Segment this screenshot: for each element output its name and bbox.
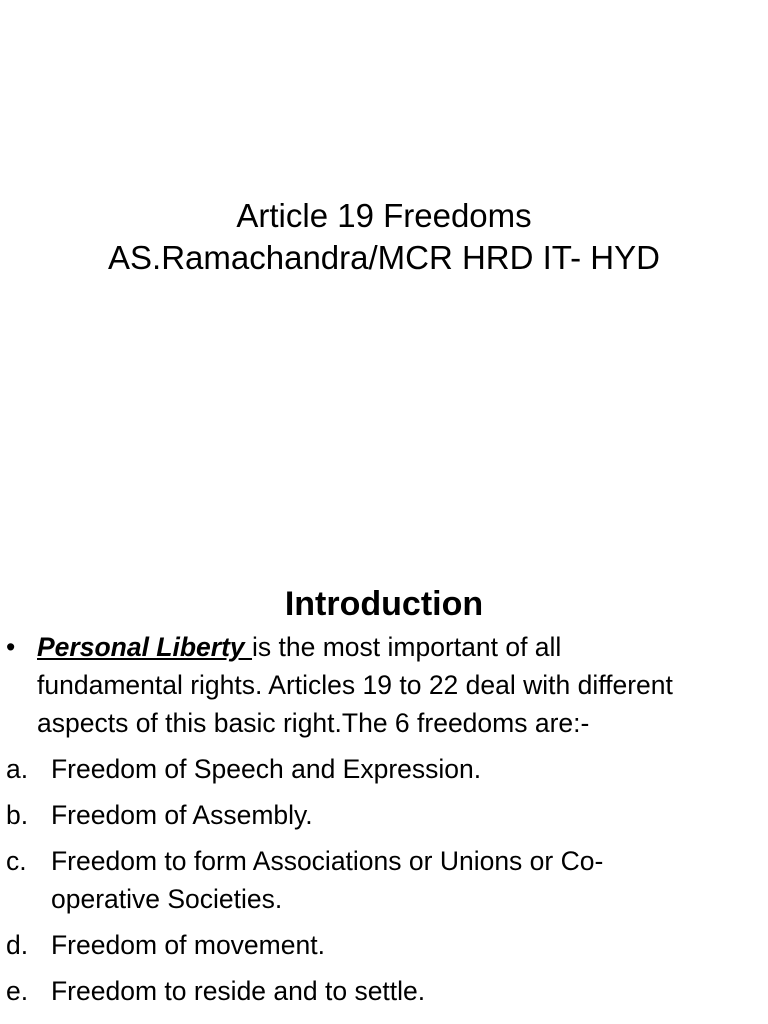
emphasis-text: Personal Liberty bbox=[37, 632, 253, 662]
list-letter: e. bbox=[6, 976, 29, 1006]
bullet-line-1-rest: is the most important of all bbox=[252, 632, 562, 662]
list-item bbox=[0, 842, 768, 918]
list-letter: c. bbox=[6, 846, 27, 876]
bullet-line-2: fundamental rights. Articles 19 to 22 deal with different bbox=[37, 670, 673, 700]
introduction-slide bbox=[0, 560, 768, 1024]
list-text bbox=[51, 972, 763, 1010]
list-item bbox=[0, 972, 768, 1010]
list-item bbox=[0, 796, 768, 834]
bullet-text bbox=[37, 628, 765, 742]
list-text bbox=[51, 926, 763, 964]
slide-heading: Introduction bbox=[284, 585, 484, 623]
list-text-line: Freedom of Assembly. bbox=[51, 800, 313, 830]
bullet-point bbox=[0, 628, 768, 742]
list-item bbox=[0, 750, 768, 788]
list-text-line: Freedom to form Associations or Unions or Co- bbox=[51, 846, 604, 876]
list-text-line: Freedom to reside and to settle. bbox=[51, 976, 426, 1006]
slide-title bbox=[0, 195, 768, 279]
bullet-marker: • bbox=[6, 632, 16, 662]
list-text bbox=[51, 796, 763, 834]
bullet-line-1 bbox=[37, 628, 765, 666]
list-letter: d. bbox=[6, 930, 29, 960]
title-line-1: Article 19 Freedoms bbox=[236, 197, 532, 234]
list-text-line: Freedom of Speech and Expression. bbox=[51, 754, 482, 784]
bullet-line-3: aspects of this basic right.The 6 freedoms are:- bbox=[37, 708, 590, 738]
list-text-line: Freedom of movement. bbox=[51, 930, 325, 960]
freedoms-list bbox=[0, 750, 768, 1018]
list-item bbox=[0, 926, 768, 964]
list-text bbox=[51, 842, 763, 918]
title-line-2: AS.Ramachandra/MCR HRD IT- HYD bbox=[108, 239, 660, 276]
list-letter: b. bbox=[6, 800, 29, 830]
list-text-line: operative Societies. bbox=[51, 884, 283, 914]
list-letter: a. bbox=[6, 754, 29, 784]
list-text bbox=[51, 750, 763, 788]
